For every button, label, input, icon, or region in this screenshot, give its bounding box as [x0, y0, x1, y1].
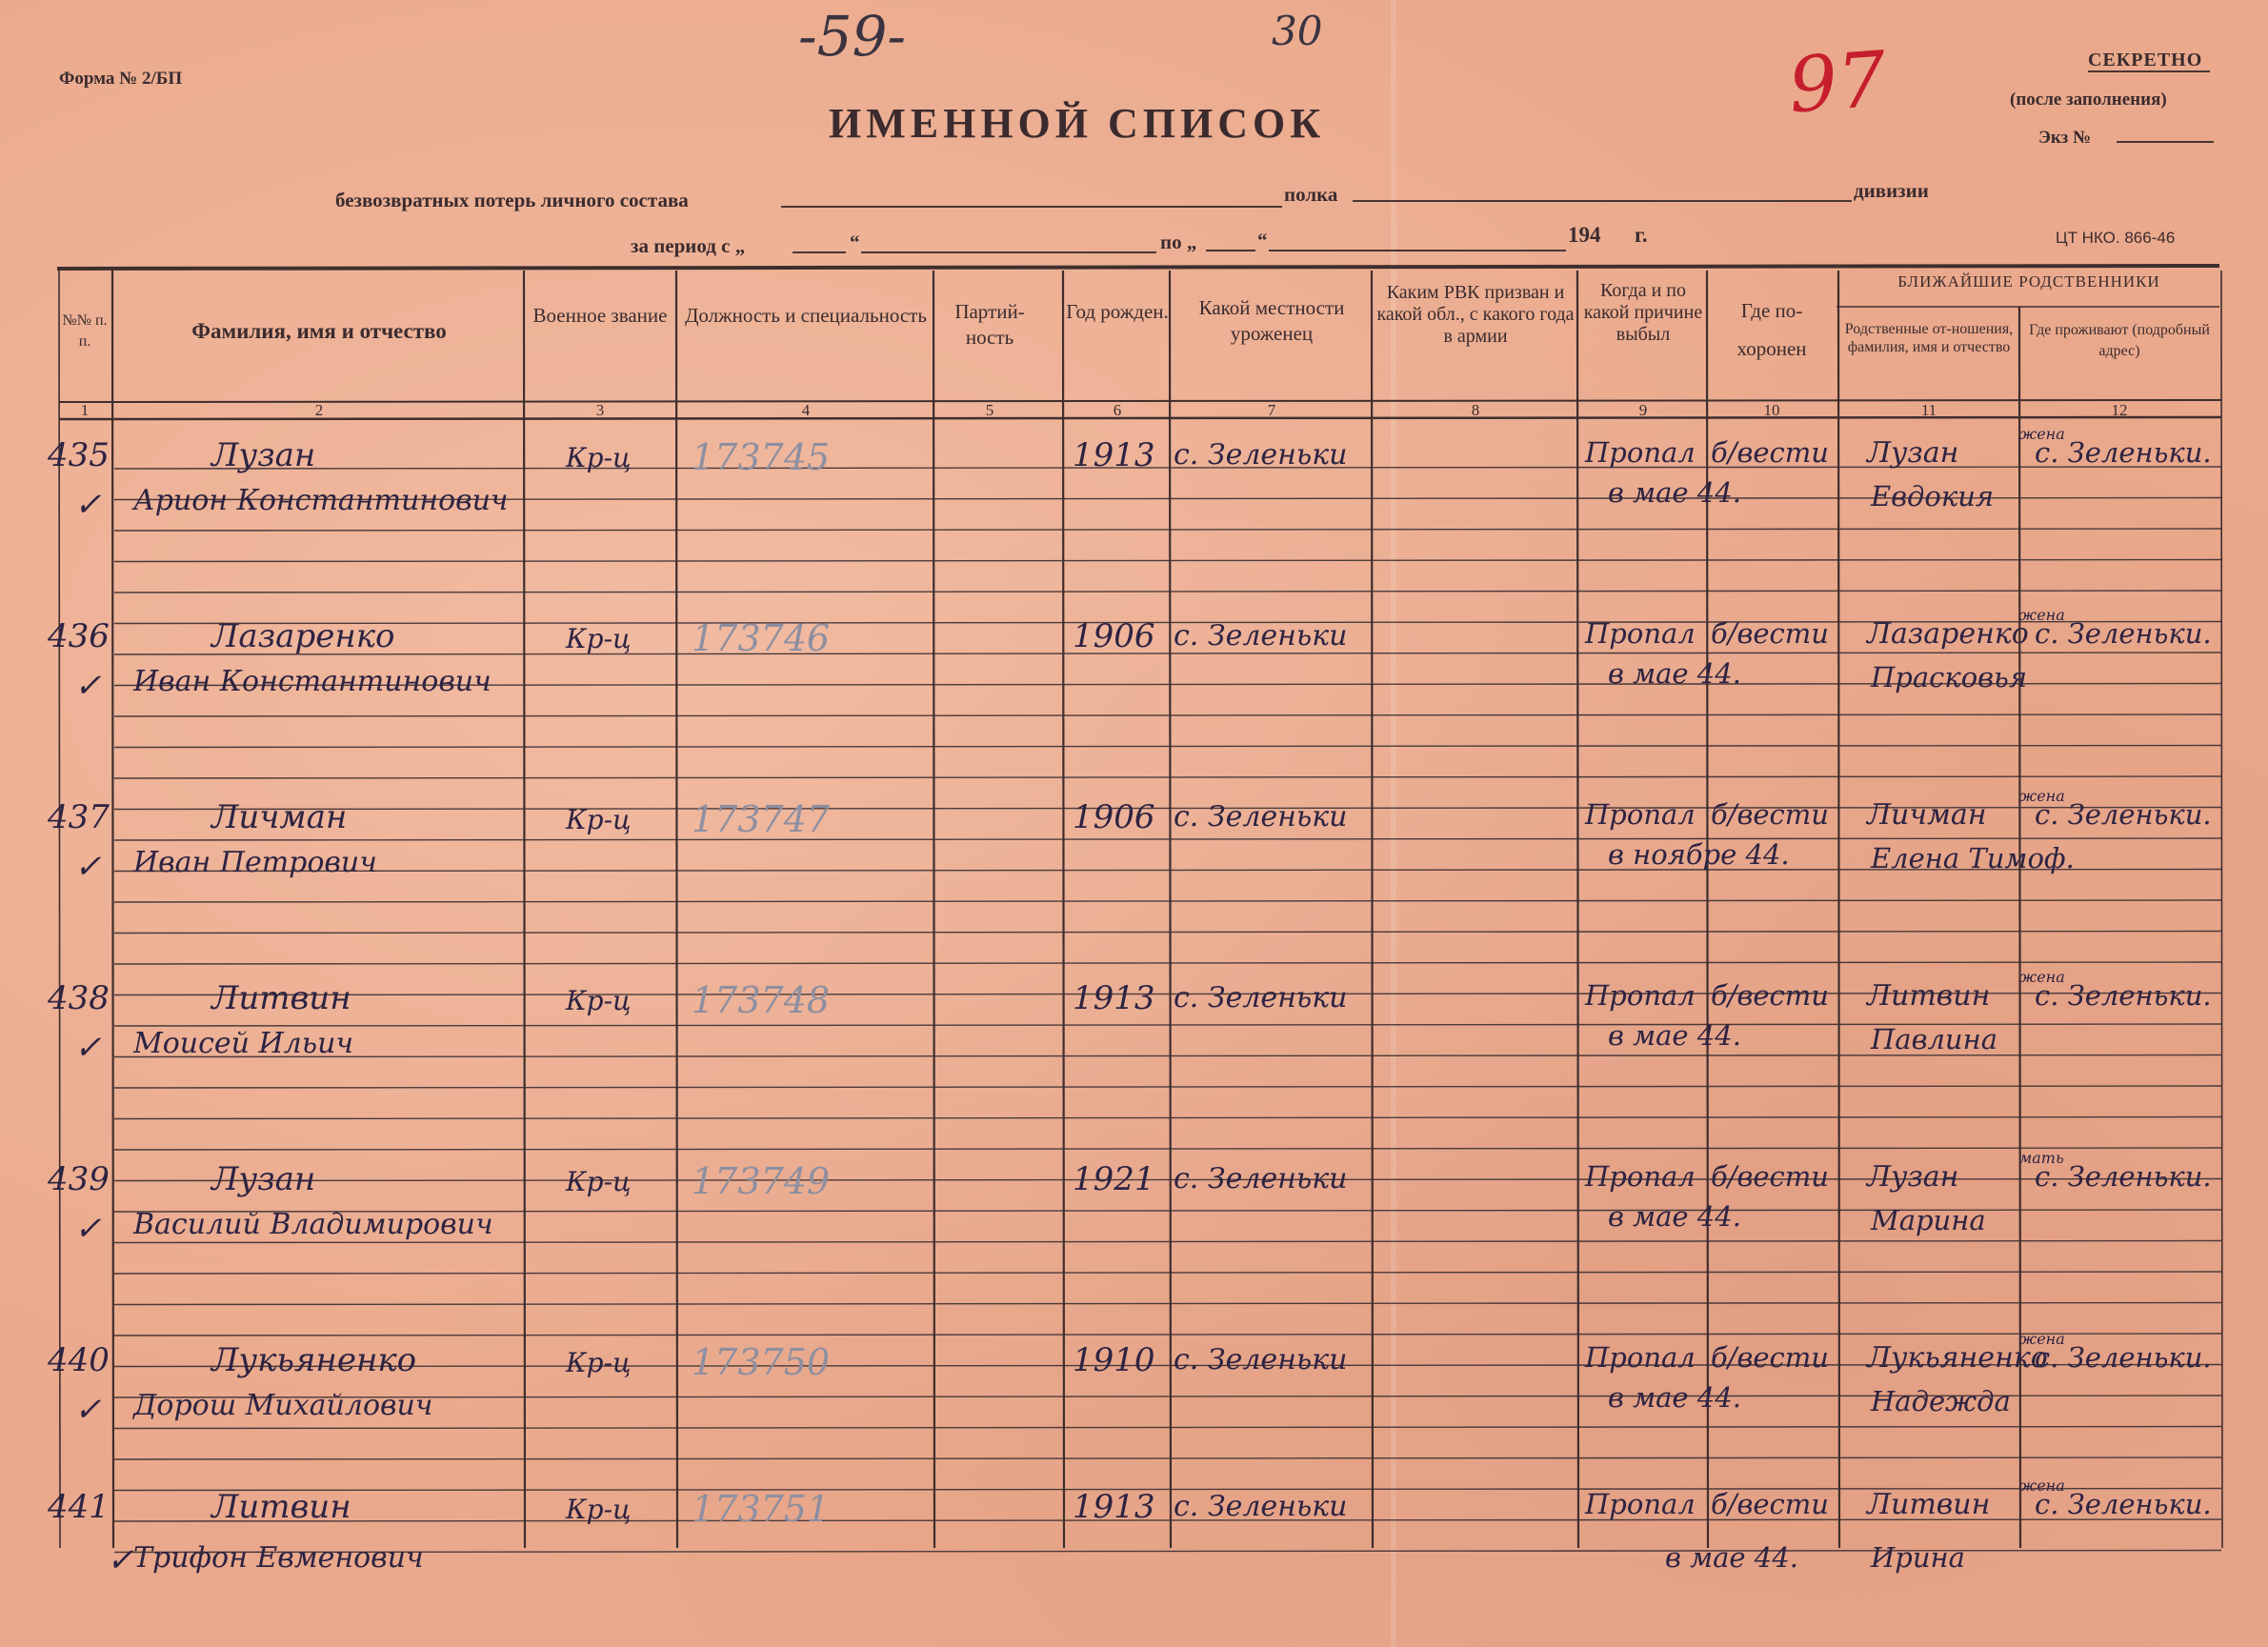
copy-label: Экз № — [2038, 128, 2092, 148]
burial-place: б/вести — [1711, 798, 1829, 831]
col-num-9: 9 — [1638, 401, 1648, 419]
row-number: 440 — [48, 1341, 110, 1379]
relation-mark: жена — [2019, 968, 2065, 986]
burial-place: б/вести — [1711, 617, 1829, 650]
position-stamp: 173746 — [692, 617, 831, 659]
surname: Лузан — [211, 436, 316, 474]
check-mark: ✓ — [107, 1541, 134, 1579]
military-rank: Кр-ц — [566, 1494, 632, 1525]
column-divider — [112, 271, 113, 1548]
birth-year: 1921 — [1073, 1160, 1155, 1198]
reason-line1: Пропал — [1585, 1160, 1696, 1193]
col-header-11: Родственные от-ношения, фамилия, имя и отчество — [1844, 321, 2014, 355]
birthplace: с. Зеленьки — [1174, 1490, 1348, 1523]
archive-number: -59- — [798, 4, 906, 69]
birth-year: 1906 — [1073, 798, 1155, 836]
relatives-header: БЛИЖАЙШИЕ РОДСТВЕННИКИ — [1897, 272, 2160, 291]
reason-line1: Пропал — [1585, 1488, 1696, 1520]
col-num-7: 7 — [1267, 401, 1276, 419]
check-mark: ✓ — [74, 486, 102, 524]
col-header-1: №№ п. п. — [62, 312, 108, 350]
red-sheet-number: 97 — [1785, 34, 1889, 131]
ruled-line — [114, 776, 2221, 778]
ruled-line — [114, 1272, 2221, 1274]
column-divider — [676, 271, 677, 1548]
column-divider — [1707, 271, 1708, 1548]
reason-line2: в ноябре 44. — [1608, 838, 1790, 871]
birth-year: 1910 — [1073, 1341, 1155, 1379]
header-line2-year-suffix: г. — [1635, 223, 1648, 247]
column-divider — [1372, 271, 1373, 1548]
relative-name: Надежда — [1871, 1385, 2011, 1417]
surname: Литвин — [211, 979, 351, 1017]
col-header-9: Когда и по какой причине выбыл — [1583, 280, 1703, 345]
given-names: Трифон Евменович — [133, 1541, 424, 1575]
birth-year: 1913 — [1073, 979, 1155, 1017]
position-stamp: 173749 — [692, 1160, 831, 1202]
row-number: 435 — [48, 436, 110, 474]
col-num-6: 6 — [1113, 401, 1122, 419]
reason-line2: в мае 44. — [1608, 1019, 1741, 1052]
header-line2-quote: “ — [850, 231, 860, 253]
relative-name: Ирина — [1871, 1541, 1965, 1574]
relative-address: с. Зеленьки. — [2035, 798, 2212, 831]
relative-address: с. Зеленьки. — [2035, 1488, 2212, 1520]
burial-place: б/вести — [1711, 1160, 1829, 1193]
ruled-line — [114, 1117, 2221, 1119]
row-number: 436 — [48, 617, 110, 655]
position-stamp: 173747 — [692, 798, 831, 840]
relative-surname: Литвин — [1867, 1488, 1991, 1521]
ruled-line — [114, 1457, 2221, 1459]
relative-surname: Лузан — [1867, 436, 1959, 470]
col-num-3: 3 — [595, 401, 605, 419]
check-mark: ✓ — [74, 1391, 102, 1429]
surname: Лузан — [211, 1160, 316, 1198]
reason-line2: в мае 44. — [1608, 476, 1741, 509]
col-num-11: 11 — [1920, 401, 1937, 419]
relation-mark: мать — [2019, 1149, 2064, 1167]
row-number: 441 — [48, 1488, 110, 1526]
relation-mark: жена — [2019, 1476, 2065, 1495]
given-names: Иван Петрович — [133, 846, 377, 879]
given-names: Моисей Ильич — [133, 1027, 354, 1060]
relative-name: Прасковья — [1871, 661, 2028, 693]
birthplace: с. Зеленьки — [1174, 438, 1348, 472]
ruled-line — [114, 1086, 2221, 1088]
relation-mark: жена — [2019, 606, 2065, 624]
military-rank: Кр-ц — [566, 1347, 632, 1378]
birth-year: 1913 — [1073, 1488, 1155, 1526]
page-title: ИМЕННОЙ СПИСОК — [829, 100, 1326, 147]
column-divider — [524, 271, 525, 1548]
ruled-line — [114, 560, 2221, 562]
col-num-8: 8 — [1471, 401, 1480, 419]
column-divider — [933, 271, 934, 1548]
header-line2-quote2: “ — [1257, 229, 1268, 251]
surname: Литвин — [211, 1488, 351, 1526]
col-header-7: Какой местности уроженец — [1198, 296, 1345, 345]
military-rank: Кр-ц — [566, 985, 632, 1016]
burial-place: б/вести — [1711, 1488, 1829, 1520]
col-header-3: Военное звание — [532, 304, 668, 327]
printing-stamp: ЦТ НКО. 866-46 — [2056, 229, 2176, 247]
col-num-5: 5 — [985, 401, 994, 419]
header-line2-prefix: за период с „ — [631, 234, 746, 257]
position-stamp: 173745 — [692, 436, 831, 478]
relative-name: Павлина — [1871, 1023, 1997, 1055]
relation-mark: жена — [2019, 787, 2065, 805]
col-num-12: 12 — [2111, 401, 2128, 419]
column-divider — [1170, 271, 1171, 1548]
ruled-line — [114, 900, 2221, 902]
birthplace: с. Зеленьки — [1174, 619, 1348, 653]
relative-address: с. Зеленьки. — [2035, 1160, 2212, 1193]
ruled-line — [114, 591, 2221, 593]
reason-line2: в мае 44. — [1608, 1200, 1741, 1233]
relative-surname: Лукьяненко — [1867, 1341, 2048, 1375]
reason-line1: Пропал — [1585, 1341, 1696, 1374]
col-num-10: 10 — [1763, 401, 1780, 419]
row-number: 437 — [48, 798, 110, 836]
reason-line2: в мае 44. — [1608, 1381, 1741, 1414]
col-header-6: Год рожден. — [1066, 300, 1169, 323]
relative-address: с. Зеленьки. — [2035, 979, 2212, 1012]
ruled-line — [114, 714, 2221, 716]
relative-name: Евдокия — [1871, 480, 1995, 512]
check-mark: ✓ — [74, 1210, 102, 1248]
header-line1-prefix: безвозвратных потерь личного состава — [335, 189, 689, 211]
relation-mark: жена — [2019, 1330, 2065, 1348]
birthplace: с. Зеленьки — [1174, 800, 1348, 834]
position-stamp: 173750 — [692, 1341, 831, 1383]
ruled-line — [114, 746, 2221, 748]
birth-year: 1906 — [1073, 617, 1155, 655]
burial-place: б/вести — [1711, 979, 1829, 1012]
row-number: 438 — [48, 979, 110, 1017]
col-header-10: Где по-хоронен — [1736, 299, 1807, 360]
given-names: Дорош Михайлович — [133, 1389, 433, 1422]
secret-label: СЕКРЕТНО — [2088, 50, 2203, 70]
birthplace: с. Зеленьки — [1174, 1343, 1348, 1376]
ruled-line — [114, 962, 2221, 964]
military-rank: Кр-ц — [566, 1166, 632, 1197]
relative-name: Елена Тимоф. — [1871, 842, 2075, 874]
burial-place: б/вести — [1711, 1341, 1829, 1374]
col-header-4: Должность и специальность — [685, 304, 927, 327]
position-stamp: 173748 — [692, 979, 831, 1021]
col-num-4: 4 — [801, 401, 811, 419]
ruled-line — [114, 529, 2221, 531]
relation-mark: жена — [2019, 425, 2065, 443]
col-num-2: 2 — [314, 401, 324, 419]
ruled-line — [114, 932, 2221, 934]
ruled-line — [114, 1148, 2221, 1150]
birth-year: 1913 — [1073, 436, 1155, 474]
header-line1-middle: полка — [1284, 183, 1338, 206]
ruled-line — [114, 1427, 2221, 1429]
form-number: Форма № 2/БП — [59, 69, 183, 89]
ruled-line — [114, 1334, 2221, 1336]
secret-note: (после заполнения) — [2010, 90, 2167, 110]
burial-place: б/вести — [1711, 436, 1829, 469]
given-names: Василий Владимирович — [133, 1208, 493, 1241]
column-divider — [1838, 271, 1839, 1548]
surname: Личман — [211, 798, 348, 836]
header-line2-to: по „ — [1160, 231, 1197, 253]
military-rank: Кр-ц — [566, 623, 632, 654]
relative-address: с. Зеленьки. — [2035, 617, 2212, 650]
reason-line1: Пропал — [1585, 798, 1696, 831]
surname: Лазаренко — [211, 617, 395, 655]
given-names: Иван Константинович — [133, 665, 492, 698]
col-header-8: Каким РВК призван и какой обл., с какого года в армии — [1376, 282, 1575, 347]
relative-surname: Личман — [1867, 798, 1987, 832]
surname: Лукьяненко — [211, 1341, 417, 1379]
relative-address: с. Зеленьки. — [2035, 1341, 2212, 1374]
check-mark: ✓ — [74, 667, 102, 705]
col-header-12: Где проживают (подробный адрес) — [2029, 322, 2210, 359]
birthplace: с. Зеленьки — [1174, 981, 1348, 1014]
ruled-line — [114, 1303, 2221, 1305]
given-names: Арион Константинович — [133, 484, 509, 517]
row-number: 439 — [48, 1160, 110, 1198]
relative-surname: Лазаренко — [1867, 617, 2029, 651]
relative-name: Марина — [1871, 1204, 1986, 1236]
header-line2-year: 194 — [1568, 223, 1601, 247]
column-divider — [1063, 271, 1064, 1548]
col-num-1: 1 — [80, 401, 90, 419]
military-rank: Кр-ц — [566, 804, 632, 835]
ruled-line — [114, 653, 2221, 654]
col-header-5: Партий-ность — [954, 300, 1025, 349]
column-divider — [2221, 271, 2222, 1548]
relative-address: с. Зеленьки. — [2035, 436, 2212, 469]
col-header-2: Фамилия, имя и отчество — [191, 319, 447, 343]
reason-line1: Пропал — [1585, 979, 1696, 1012]
reason-line1: Пропал — [1585, 436, 1696, 469]
reason-line1: Пропал — [1585, 617, 1696, 650]
check-mark: ✓ — [74, 848, 102, 886]
column-divider — [1577, 271, 1578, 1548]
birthplace: с. Зеленьки — [1174, 1162, 1348, 1195]
check-mark: ✓ — [74, 1029, 102, 1067]
header-line1-suffix: дивизии — [1854, 179, 1929, 202]
relative-surname: Лузан — [1867, 1160, 1959, 1194]
ruled-line — [114, 838, 2221, 840]
reason-line2: в мае 44. — [1665, 1541, 1798, 1574]
relative-surname: Литвин — [1867, 979, 1991, 1013]
position-stamp: 173751 — [692, 1488, 831, 1530]
reason-line2: в мае 44. — [1608, 657, 1741, 690]
military-rank: Кр-ц — [566, 442, 632, 473]
archive-number-secondary: 30 — [1272, 8, 1323, 54]
